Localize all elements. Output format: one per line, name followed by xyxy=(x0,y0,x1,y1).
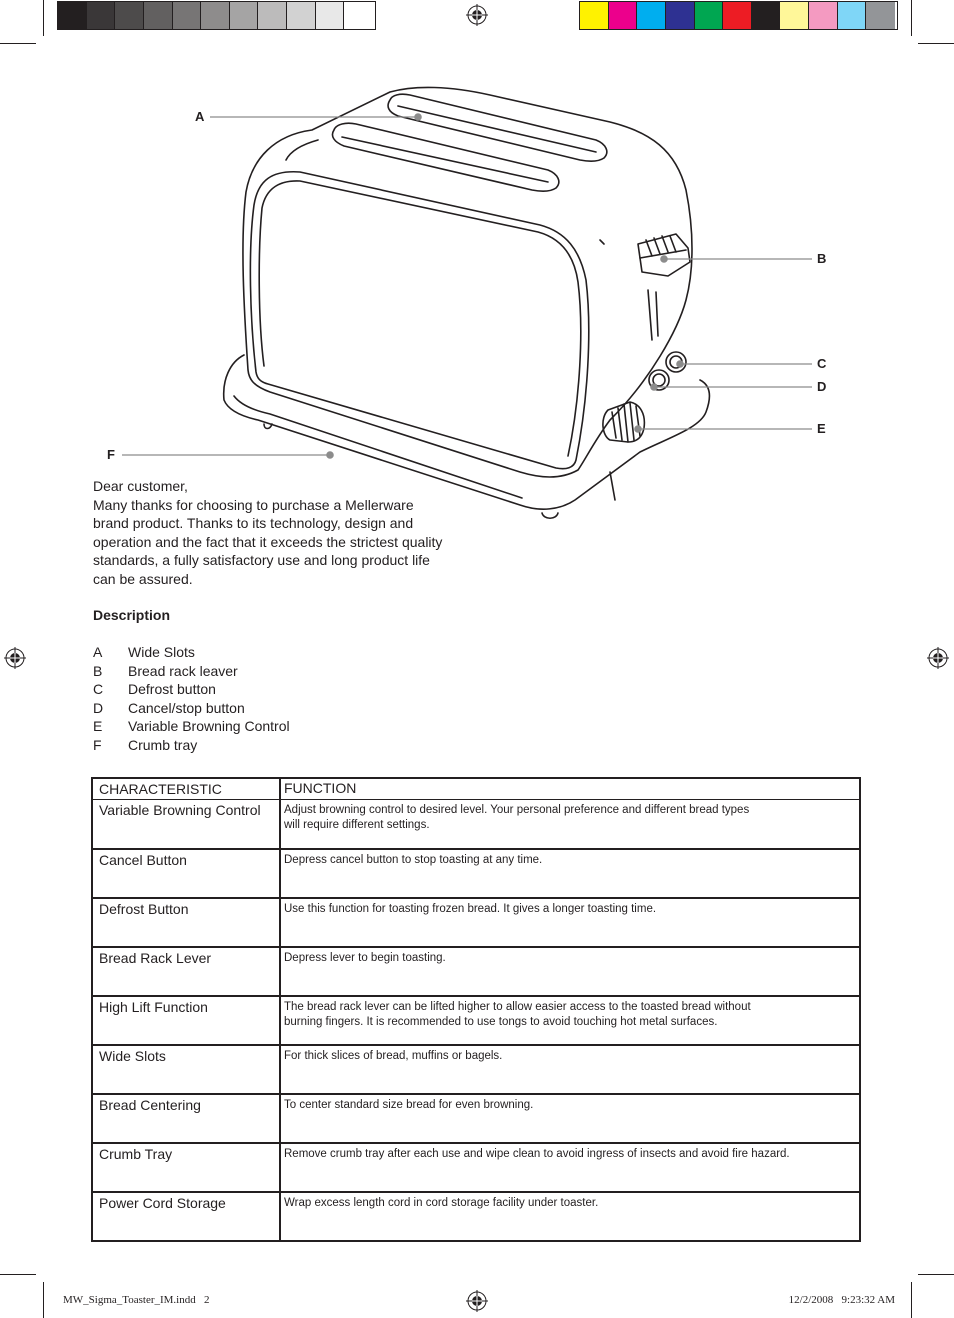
item-label: Wide Slots xyxy=(128,644,195,660)
color-swatch xyxy=(780,2,809,29)
list-item xyxy=(93,736,290,755)
crop-mark xyxy=(911,1282,912,1318)
intro-greeting: Dear customer, xyxy=(93,478,188,494)
table-row xyxy=(93,946,859,995)
function-cell: Use this function for toasting frozen bread. It gives a longer toasting time. xyxy=(284,903,657,915)
color-swatch xyxy=(287,2,316,29)
table-row xyxy=(93,995,859,1044)
color-swatch xyxy=(344,2,373,29)
crop-mark xyxy=(0,1274,36,1275)
item-label: Bread rack leaver xyxy=(128,662,238,679)
table-row xyxy=(93,1142,859,1191)
description-title: Description xyxy=(93,607,171,623)
list-item xyxy=(93,717,290,736)
crop-mark xyxy=(43,1282,44,1318)
footer-filename: MW_Sigma_Toaster_IM.indd 2 xyxy=(63,1294,210,1306)
registration-mark-icon xyxy=(466,4,488,26)
item-label: Crumb tray xyxy=(128,736,198,753)
crop-mark xyxy=(911,0,912,36)
process-color-bar xyxy=(579,1,898,30)
function-cell: Remove crumb tray after each use and wipe clean to avoid ingress of insects and avoid fire hazard. xyxy=(284,1148,790,1160)
characteristic-cell: Wide Slots xyxy=(93,1046,281,1093)
footer-timestamp: 12/2/2008 9:23:32 AM xyxy=(788,1294,895,1306)
characteristic-cell: Variable Browning Control xyxy=(93,800,281,848)
diagram-label-e: E xyxy=(817,421,826,436)
color-swatch xyxy=(115,2,144,29)
registration-mark-icon xyxy=(4,647,26,669)
diagram-label-f: F xyxy=(107,447,115,462)
color-swatch xyxy=(666,2,695,29)
characteristic-cell: Cancel Button xyxy=(93,850,281,897)
crop-mark xyxy=(0,43,36,44)
diagram-label-c: C xyxy=(817,356,827,371)
color-swatch xyxy=(258,2,287,29)
item-label: Defrost button xyxy=(128,681,216,698)
color-swatch xyxy=(637,2,666,29)
crop-mark xyxy=(918,1274,954,1275)
color-swatch xyxy=(838,2,867,29)
item-label: Cancel/stop button xyxy=(128,699,245,716)
color-swatch xyxy=(201,2,230,29)
color-swatch xyxy=(752,2,781,29)
diagram-label-b: B xyxy=(817,251,827,266)
table-row xyxy=(93,1191,859,1240)
function-cell: Wrap excess length cord in cord storage facility under toaster. xyxy=(284,1197,599,1209)
characteristics-table xyxy=(91,777,861,1242)
characteristic-cell: Crumb Tray xyxy=(93,1144,281,1191)
item-key: E xyxy=(93,718,103,735)
color-swatch xyxy=(866,2,895,29)
color-swatch xyxy=(87,2,116,29)
color-swatch xyxy=(58,2,87,29)
function-cell: The bread rack lever can be lifted higher to allow easier access to the toasted bread without burning fingers. It is recommended to use tongs to avoid touching hot metal surfaces. xyxy=(284,1001,751,1028)
registration-mark-icon xyxy=(927,647,949,669)
item-key: C xyxy=(93,681,104,698)
table-row xyxy=(93,897,859,946)
column-header-characteristic: CHARACTERISTIC xyxy=(93,779,281,799)
item-label: Variable Browning Control xyxy=(128,718,290,735)
toaster-slot-front xyxy=(332,123,558,191)
characteristic-cell: Defrost Button xyxy=(93,899,281,946)
item-key: F xyxy=(93,736,102,753)
list-item xyxy=(93,680,290,699)
color-swatch xyxy=(144,2,173,29)
color-swatch xyxy=(809,2,838,29)
diagram-label-d: D xyxy=(817,379,827,394)
characteristic-cell: Bread Rack Lever xyxy=(93,948,281,995)
color-swatch xyxy=(695,2,724,29)
item-key: D xyxy=(93,699,104,716)
characteristic-cell: Bread Centering xyxy=(93,1095,281,1142)
color-swatch xyxy=(609,2,638,29)
item-key: A xyxy=(93,644,103,660)
grayscale-color-bar xyxy=(57,1,376,30)
toaster-diagram xyxy=(100,85,840,525)
toaster-body xyxy=(243,87,692,477)
function-cell: Depress cancel button to stop toasting at any time. xyxy=(284,854,543,866)
function-cell: Adjust browning control to desired level. Your personal preference and different bread types will require different settings. xyxy=(284,804,750,831)
table-row xyxy=(93,799,859,848)
color-swatch xyxy=(173,2,202,29)
registration-mark-icon xyxy=(466,1290,488,1312)
intro-body: Many thanks for choosing to purchase a Mellerware brand product. Thanks to its technology, design and operation and the fact that it exceeds the strictest quality standards, a fully satisfactory use and long product life can be assured. xyxy=(93,496,443,587)
toaster-slot-rear xyxy=(388,94,607,161)
column-header-function: FUNCTION xyxy=(284,780,357,796)
color-swatch xyxy=(230,2,259,29)
item-key: B xyxy=(93,662,103,679)
description-list xyxy=(93,643,290,755)
color-swatch xyxy=(580,2,609,29)
color-swatch xyxy=(723,2,752,29)
function-cell: Depress lever to begin toasting. xyxy=(284,952,446,964)
crop-mark xyxy=(43,0,44,36)
table-row xyxy=(93,1093,859,1142)
intro-text xyxy=(93,477,443,589)
diagram-label-a: A xyxy=(195,109,205,124)
list-item xyxy=(93,662,290,681)
table-row xyxy=(93,848,859,897)
color-swatch xyxy=(316,2,345,29)
table-row xyxy=(93,1044,859,1093)
list-item xyxy=(93,643,290,662)
crop-mark xyxy=(918,43,954,44)
list-item xyxy=(93,699,290,718)
function-cell: For thick slices of bread, muffins or bagels. xyxy=(284,1050,503,1062)
characteristic-cell: Power Cord Storage xyxy=(93,1193,281,1240)
characteristic-cell: High Lift Function xyxy=(93,997,281,1044)
function-cell: To center standard size bread for even browning. xyxy=(284,1099,534,1111)
table-header-row xyxy=(93,779,859,799)
